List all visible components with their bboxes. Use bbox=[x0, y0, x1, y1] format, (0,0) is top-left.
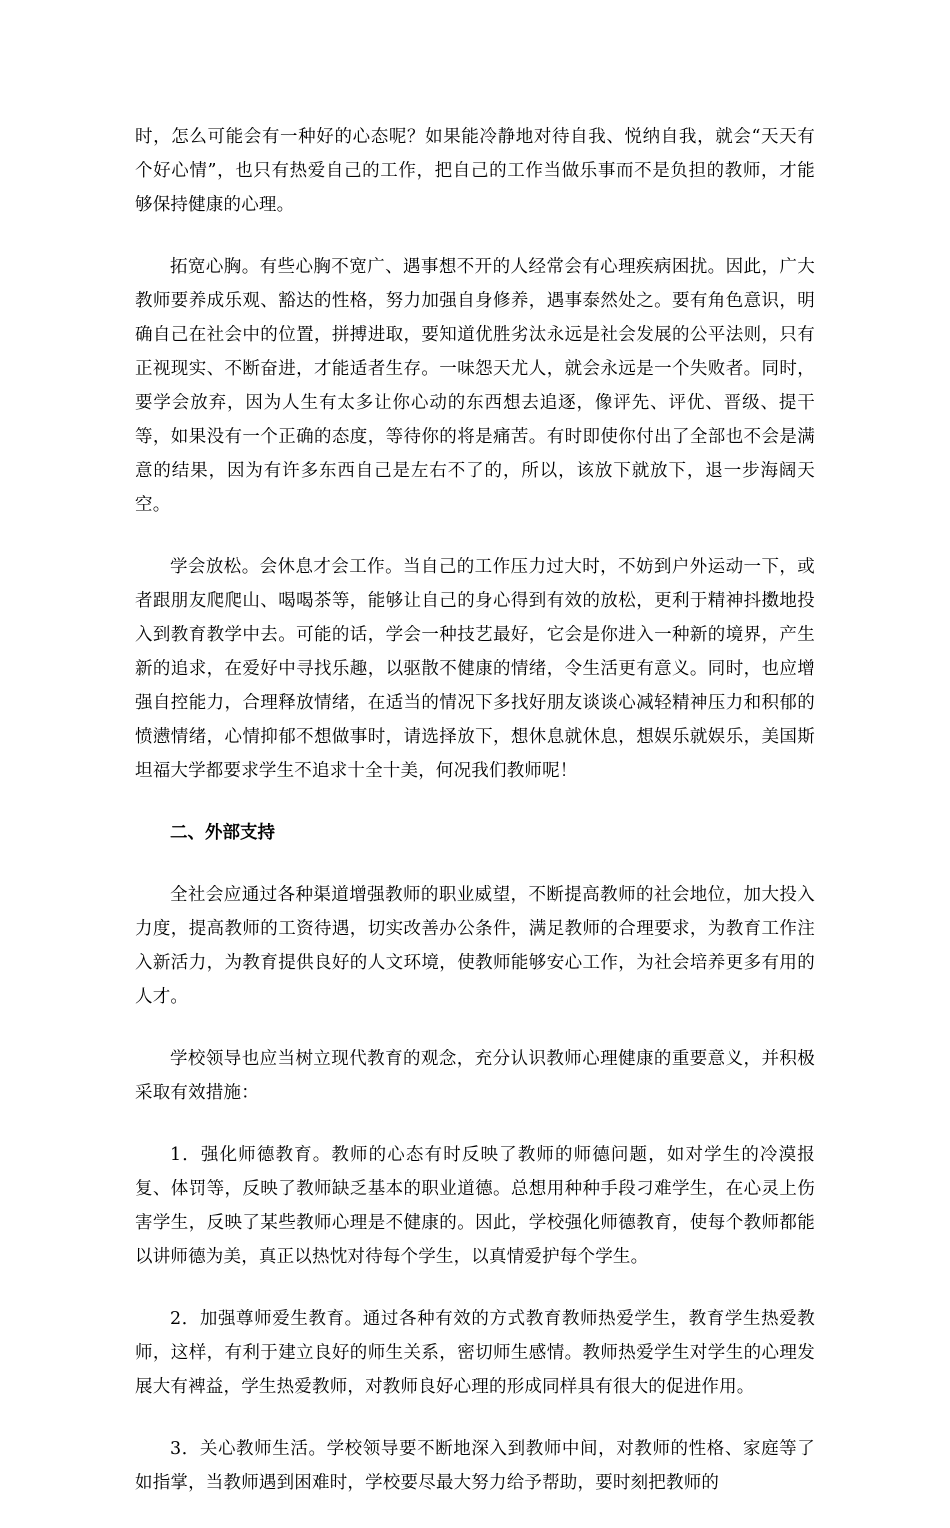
paragraph-item-3: 3．关心教师生活。学校领导要不断地深入到教师中间，对教师的性格、家庭等了如指掌，当教师遇到困难时，学校要尽最大努力给予帮助，要时刻把教师的 bbox=[135, 1439, 815, 1493]
paragraph-item-1: 1．强化师德教育。教师的心态有时反映了教师的师德问题，如对学生的冷漠报复、体罚等，反映了教师缺乏基本的职业道德。总想用种种手段刁难学生，在心灵上伤害学生，反映了某些教师心理是不健康的。因此，学校强化师德教育，使每个教师都能以讲师德为美，真正以热忱对待每个学生，以真情爱护每个学生。 bbox=[135, 1145, 815, 1267]
paragraph-continuation: 时，怎么可能会有一种好的心态呢？如果能冷静地对待自我、悦纳自我，就会“天天有个好心情”，也只有热爱自己的工作，把自己的工作当做乐事而不是负担的教师，才能够保持健康的心理。 bbox=[135, 127, 815, 215]
paragraph-item-2: 2．加强尊师爱生教育。通过各种有效的方式教育教师热爱学生，教育学生热爱教师，这样，有利于建立良好的师生关系，密切师生感情。教师热爱学生对学生的心理发展大有裨益，学生热爱教师，对教师良好心理的形成同样具有很大的促进作用。 bbox=[135, 1309, 815, 1397]
paragraph-society: 全社会应通过各种渠道增强教师的职业威望，不断提高教师的社会地位，加大投入力度，提高教师的工资待遇，切实改善办公条件，满足教师的合理要求，为教育工作注入新活力，为教育提供良好的人文环境，使教师能够安心工作，为社会培养更多有用的人才。 bbox=[135, 885, 815, 1007]
document-page bbox=[135, 120, 815, 1528]
paragraph-broaden-mind: 拓宽心胸。有些心胸不宽广、遇事想不开的人经常会有心理疾病困扰。因此，广大教师要养成乐观、豁达的性格，努力加强自身修养，遇事泰然处之。要有角色意识，明确自己在社会中的位置，拼搏进取，要知道优胜劣汰永远是社会发展的公平法则，只有正视现实、不断奋进，才能适者生存。一味怨天尤人，就会永远是一个失败者。同时，要学会放弃，因为人生有太多让你心动的东西想去追逐，像评先、评优、晋级、提干等，如果没有一个正确的态度，等待你的将是痛苦。有时即使你付出了全部也不会是满意的结果，因为有许多东西自己是左右不了的，所以，该放下就放下，退一步海阔天空。 bbox=[135, 257, 815, 515]
section-heading-external-support: 二、外部支持 bbox=[170, 823, 275, 843]
paragraph-school-leaders: 学校领导也应当树立现代教育的观念，充分认识教师心理健康的重要意义，并积极采取有效措施： bbox=[135, 1049, 815, 1103]
paragraph-learn-relax: 学会放松。会休息才会工作。当自己的工作压力过大时，不妨到户外运动一下，或者跟朋友爬爬山、喝喝茶等，能够让自己的身心得到有效的放松，更利于精神抖擞地投入到教育教学中去。可能的话，学会一种技艺最好，它会是你进入一种新的境界，产生新的追求，在爱好中寻找乐趣，以驱散不健康的情绪，令生活更有意义。同时，也应增强自控能力，合理释放情绪，在适当的情况下多找好朋友谈谈心减轻精神压力和积郁的愤懑情绪，心情抑郁不想做事时，请选择放下，想休息就休息，想娱乐就娱乐，美国斯坦福大学都要求学生不追求十全十美，何况我们教师呢！ bbox=[135, 557, 815, 781]
